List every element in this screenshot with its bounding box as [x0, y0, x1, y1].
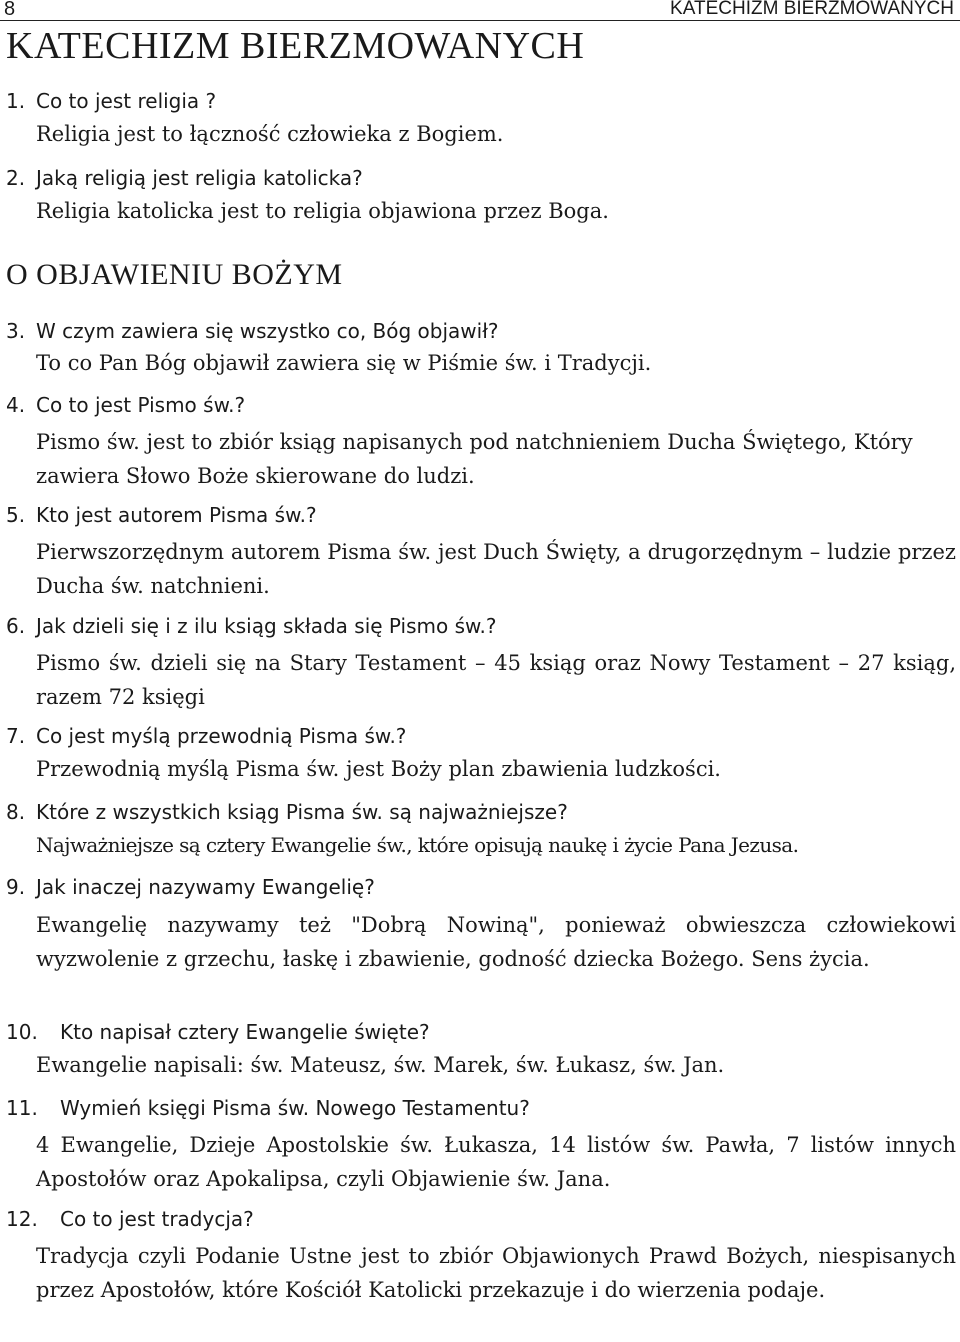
question-number: 8.	[6, 800, 26, 824]
question-10	[6, 1020, 430, 1044]
answer-3: To co Pan Bóg objawił zawiera się w Piśmie św. i Tradycji.	[36, 351, 652, 375]
answer-12: Tradycja czyli Podanie Ustne jest to zbiór Objawionych Prawd Bożych, niespisanych przez Apostołów, które Kościół Katolicki przekazuje i do wierzenia podaje.	[36, 1244, 956, 1302]
question-6	[6, 614, 497, 638]
question-text: Kto jest autorem Pisma św.?	[36, 503, 317, 527]
question-number: 7.	[6, 724, 26, 748]
question-number: 5.	[6, 503, 26, 527]
question-text: Które z wszystkich ksiąg Pisma św. są najważniejsze?	[36, 800, 568, 824]
question-number: 9.	[6, 875, 26, 899]
question-text: Jaką religią jest religia katolicka?	[36, 166, 363, 190]
question-text: Co to jest tradycja?	[60, 1207, 254, 1231]
page-header	[0, 0, 960, 21]
question-number: 3.	[6, 319, 26, 343]
page-number: 8	[4, 0, 16, 20]
question-number: 11.	[6, 1096, 38, 1120]
answer-9: Ewangelię nazywamy też "Dobrą Nowiną", ponieważ obwieszcza człowiekowi wyzwolenie z grzechu, łaskę i zbawienie, godność dziecka Bożego. Sens życia.	[36, 913, 956, 971]
question-text: Wymień księgi Pisma św. Nowego Testamentu?	[60, 1096, 530, 1120]
section-heading: O OBJAWIENIU BOŻYM	[6, 258, 343, 291]
question-number: 6.	[6, 614, 26, 638]
question-9	[6, 875, 375, 899]
answer-8: Najważniejsze są cztery Ewangelie św., które opisują naukę i życie Pana Jezusa.	[36, 833, 799, 857]
question-text: Jak dzieli się i z ilu ksiąg składa się Pismo św.?	[36, 614, 497, 638]
question-text: Jak inaczej nazywamy Ewangelię?	[36, 875, 375, 899]
question-2	[6, 166, 363, 190]
answer-4: Pismo św. jest to zbiór ksiąg napisanych pod natchnieniem Ducha Świętego, Który zawiera Słowo Boże skierowane do ludzi.	[36, 430, 913, 488]
answer-1: Religia jest to łączność człowieka z Bogiem.	[36, 122, 504, 146]
question-5	[6, 503, 317, 527]
question-text: Co to jest Pismo św.?	[36, 393, 246, 417]
question-number: 4.	[6, 393, 26, 417]
question-text: Co to jest religia ?	[36, 89, 217, 113]
question-number: 10.	[6, 1020, 38, 1044]
answer-5: Pierwszorzędnym autorem Pisma św. jest Duch Święty, a drugorzędnym – ludzie przez Ducha św. natchnieni.	[36, 540, 956, 598]
question-number: 12.	[6, 1207, 38, 1231]
question-7	[6, 724, 406, 748]
answer-7: Przewodnią myślą Pisma św. jest Boży plan zbawienia ludzkości.	[36, 757, 721, 781]
question-4	[6, 393, 245, 417]
question-1	[6, 89, 216, 113]
question-8	[6, 800, 568, 824]
question-11	[6, 1096, 530, 1120]
question-number: 1.	[6, 89, 26, 113]
question-text: Co jest myślą przewodnią Pisma św.?	[36, 724, 407, 748]
answer-6: Pismo św. dzieli się na Stary Testament – 45 ksiąg oraz Nowy Testament – 27 ksiąg, razem 72 księgi	[36, 651, 956, 709]
running-title: KATECHIZM BIERZMOWANYCH	[670, 0, 954, 19]
question-12	[6, 1207, 254, 1231]
question-3	[6, 319, 499, 343]
question-number: 2.	[6, 166, 26, 190]
document-title: KATECHIZM BIERZMOWANYCH	[6, 25, 585, 67]
question-text: W czym zawiera się wszystko co, Bóg objawił?	[36, 319, 499, 343]
question-text: Kto napisał cztery Ewangelie święte?	[60, 1020, 430, 1044]
answer-11: 4 Ewangelie, Dzieje Apostolskie św. Łukasza, 14 listów św. Pawła, 7 listów innych Apostołów oraz Apokalipsa, czyli Objawienie św. Jana.	[36, 1133, 956, 1191]
answer-10: Ewangelie napisali: św. Mateusz, św. Marek, św. Łukasz, św. Jan.	[36, 1053, 725, 1077]
answer-2: Religia katolicka jest to religia objawiona przez Boga.	[36, 199, 609, 223]
